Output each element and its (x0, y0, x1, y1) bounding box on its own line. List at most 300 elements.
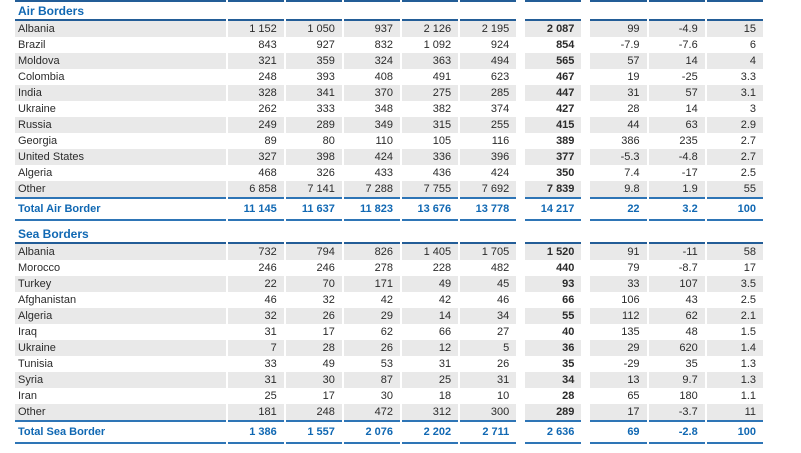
value-cell: 1 152 (228, 21, 284, 37)
value-cell: 2 126 (402, 21, 458, 37)
value-cell: 1.3 (707, 372, 763, 388)
value-cell: 389 (556, 134, 575, 147)
value-cell: 91 (590, 244, 646, 260)
value-cell: 12 (402, 340, 458, 356)
column-group-gap (583, 260, 588, 276)
column-group-gap (583, 0, 588, 21)
value-cell: 927 (316, 38, 335, 51)
value-cell: 14 (649, 53, 705, 69)
column-group-gap (518, 308, 523, 324)
column-group-gap (583, 388, 588, 404)
value-cell: 348 (374, 102, 393, 115)
value-cell: 2.5 (740, 293, 756, 306)
table-row (15, 85, 763, 101)
value-cell: 300 (460, 404, 516, 420)
country-cell: Morocco (18, 261, 61, 274)
value-cell: 363 (402, 53, 458, 69)
column-group-gap (518, 324, 523, 340)
table-row (15, 53, 763, 69)
value-cell: 2.7 (707, 149, 763, 165)
value-cell: 398 (286, 149, 342, 165)
column-group-gap (518, 133, 523, 149)
value-cell: 180 (679, 389, 698, 402)
value-cell: -7.9 (620, 38, 640, 51)
value-cell: 35 (562, 357, 575, 370)
value-cell: 2 711 (460, 420, 516, 444)
country-cell: Moldova (15, 53, 226, 69)
country-cell: United States (15, 149, 226, 165)
column-group-gap (583, 225, 588, 244)
value-cell: 26 (344, 340, 400, 356)
value-cell: 315 (402, 117, 458, 133)
value-cell: 34 (525, 372, 581, 388)
value-cell: 467 (556, 70, 575, 83)
value-cell: 482 (490, 261, 510, 274)
value-cell (344, 0, 400, 21)
value-cell: 424 (490, 166, 510, 179)
value-cell: 2.7 (740, 134, 756, 147)
value-cell: 1 520 (525, 244, 581, 260)
column-group-gap (583, 181, 588, 197)
value-cell: 3.2 (649, 197, 705, 221)
value-cell: 9.8 (590, 181, 646, 197)
table-row (15, 133, 763, 149)
value-cell: 326 (316, 166, 335, 179)
column-group-gap (518, 37, 523, 53)
column-group-gap (518, 101, 523, 117)
value-cell: 30 (380, 389, 393, 402)
value-cell: 45 (460, 276, 516, 292)
country-cell: Algeria (18, 166, 53, 179)
value-cell: 350 (556, 166, 575, 179)
value-cell: 433 (374, 166, 393, 179)
value-cell: 69 (590, 420, 646, 444)
country-cell: Russia (15, 117, 226, 133)
column-group-gap (518, 53, 523, 69)
column-group-gap (518, 388, 523, 404)
value-cell: 447 (525, 85, 581, 101)
value-cell: -7.6 (678, 38, 698, 51)
value-cell: 826 (344, 244, 400, 260)
value-cell: 99 (590, 21, 646, 37)
value-cell: 22 (228, 276, 284, 292)
value-cell: 62 (649, 308, 705, 324)
value-cell (344, 225, 400, 244)
value-cell: 43 (685, 293, 698, 306)
country-cell: Albania (15, 21, 226, 37)
column-group-gap (583, 37, 588, 53)
value-cell: 14 (402, 308, 458, 324)
column-group-gap (583, 69, 588, 85)
value-cell: 28 (562, 389, 575, 402)
value-cell: 17 (743, 261, 756, 274)
column-group-gap (518, 372, 523, 388)
column-group-gap (518, 420, 523, 444)
value-cell: 248 (286, 404, 342, 420)
value-cell: 937 (344, 21, 400, 37)
value-cell: 58 (707, 244, 763, 260)
value-cell (525, 225, 581, 244)
value-cell: 100 (707, 197, 763, 221)
column-group-gap (518, 197, 523, 221)
value-cell: 57 (590, 53, 646, 69)
country-cell: Afghanistan (18, 293, 77, 306)
value-cell: -17 (681, 166, 698, 179)
country-cell: Colombia (18, 70, 65, 83)
value-cell: 7 288 (344, 181, 400, 197)
country-cell: Albania (15, 244, 226, 260)
value-cell: 472 (344, 404, 400, 420)
country-cell: Brazil (18, 38, 46, 51)
value-cell: 1 050 (286, 21, 342, 37)
country-cell: Algeria (15, 308, 226, 324)
value-cell: 32 (228, 308, 284, 324)
value-cell (525, 0, 581, 21)
value-cell: 324 (344, 53, 400, 69)
column-group-gap (518, 21, 523, 37)
column-group-gap (518, 356, 523, 372)
value-cell: 100 (707, 420, 763, 444)
value-cell: 55 (707, 181, 763, 197)
value-cell: 79 (627, 261, 640, 274)
value-cell: 794 (286, 244, 342, 260)
column-group-gap (518, 292, 523, 308)
table-row (15, 244, 763, 260)
value-cell: 105 (432, 134, 452, 147)
value-cell: 491 (432, 70, 452, 83)
value-cell: 34 (460, 308, 516, 324)
value-cell: 341 (286, 85, 342, 101)
value-cell: 13 778 (460, 197, 516, 221)
value-cell: 1 386 (228, 420, 284, 444)
value-cell: 80 (322, 134, 335, 147)
column-group-gap (518, 225, 523, 244)
value-cell: 248 (258, 70, 277, 83)
column-group-gap (518, 181, 523, 197)
value-cell (649, 225, 705, 244)
value-cell: 427 (556, 102, 575, 115)
value-cell: 110 (375, 134, 393, 147)
column-group-gap (583, 404, 588, 420)
section-table (13, 225, 765, 444)
column-group-gap (518, 149, 523, 165)
report-table (13, 0, 765, 444)
column-group-gap (583, 340, 588, 356)
value-cell: 49 (322, 357, 335, 370)
value-cell: 25 (264, 389, 277, 402)
value-cell: 2 087 (525, 21, 581, 37)
value-cell (228, 225, 284, 244)
value-cell: 19 (627, 70, 640, 83)
value-cell: 40 (562, 325, 575, 338)
table-row (15, 117, 763, 133)
country-cell: Turkey (15, 276, 226, 292)
value-cell: -4.8 (649, 149, 705, 165)
value-cell: 181 (228, 404, 284, 420)
value-cell: -8.7 (678, 261, 698, 274)
value-cell: 7 141 (286, 181, 342, 197)
value-cell: 565 (525, 53, 581, 69)
table-row (15, 21, 763, 37)
column-group-gap (518, 404, 523, 420)
value-cell: 333 (316, 102, 335, 115)
value-cell: 87 (344, 372, 400, 388)
value-cell: 17 (322, 325, 335, 338)
value-cell: 14 (685, 102, 698, 115)
column-group-gap (518, 244, 523, 260)
country-cell: Ukraine (18, 102, 56, 115)
value-cell (590, 0, 646, 21)
value-cell: 1.5 (740, 325, 756, 338)
value-cell: 732 (228, 244, 284, 260)
value-cell: 1.1 (740, 389, 756, 402)
country-cell: Iran (18, 389, 37, 402)
table-row (15, 69, 763, 85)
country-cell: Other (15, 404, 226, 420)
value-cell: 249 (228, 117, 284, 133)
value-cell: 106 (621, 293, 640, 306)
value-cell: 26 (497, 357, 510, 370)
value-cell: 1 705 (460, 244, 516, 260)
value-cell: 832 (374, 38, 393, 51)
column-group-gap (518, 0, 523, 21)
value-cell: 17 (590, 404, 646, 420)
value-cell: 42 (438, 293, 452, 306)
value-cell: 285 (460, 85, 516, 101)
value-cell: 55 (525, 308, 581, 324)
value-cell: 235 (679, 134, 698, 147)
column-group-gap (583, 276, 588, 292)
value-cell: 66 (562, 293, 575, 306)
column-group-gap (583, 197, 588, 221)
table-row (15, 37, 763, 53)
value-cell: 107 (649, 276, 705, 292)
value-cell (402, 0, 458, 21)
value-cell (402, 225, 458, 244)
value-cell: 53 (380, 357, 393, 370)
value-cell: 468 (258, 166, 277, 179)
total-label: Total Sea Border (15, 420, 226, 444)
value-cell: 2 076 (344, 420, 400, 444)
country-cell: India (15, 85, 226, 101)
table-row (15, 181, 763, 197)
value-cell: 1 557 (286, 420, 342, 444)
value-cell: 3.3 (740, 70, 756, 83)
column-group-gap (583, 85, 588, 101)
value-cell: -4.9 (649, 21, 705, 37)
table-row (15, 149, 763, 165)
column-group-gap (518, 165, 523, 181)
value-cell: 31 (460, 372, 516, 388)
table-row (15, 101, 763, 117)
value-cell: 2 195 (460, 21, 516, 37)
value-cell: 255 (460, 117, 516, 133)
column-group-gap (518, 85, 523, 101)
value-cell: 3 (749, 102, 756, 115)
value-cell (707, 225, 763, 244)
value-cell: 370 (344, 85, 400, 101)
section-body (15, 225, 763, 444)
value-cell: 7 755 (402, 181, 458, 197)
table-row (15, 276, 763, 292)
value-cell: 27 (497, 325, 510, 338)
value-cell (707, 0, 763, 21)
table-row (15, 292, 763, 308)
value-cell: 9.7 (649, 372, 705, 388)
section-title: Sea Borders (15, 225, 226, 244)
section-table (13, 0, 765, 221)
value-cell: 228 (432, 261, 452, 274)
value-cell (460, 225, 516, 244)
column-group-gap (518, 340, 523, 356)
table-row (15, 372, 763, 388)
value-cell: 321 (228, 53, 284, 69)
value-cell: 289 (286, 117, 342, 133)
value-cell: 1.9 (649, 181, 705, 197)
value-cell (286, 225, 342, 244)
value-cell: 278 (374, 261, 393, 274)
value-cell: 57 (649, 85, 705, 101)
value-cell: 408 (374, 70, 393, 83)
table-row (15, 340, 763, 356)
country-cell: Syria (15, 372, 226, 388)
value-cell: 70 (286, 276, 342, 292)
value-cell: 312 (402, 404, 458, 420)
value-cell: 14 217 (525, 197, 581, 221)
value-cell: 66 (438, 325, 452, 338)
value-cell: 15 (707, 21, 763, 37)
value-cell: 35 (685, 357, 698, 370)
column-group-gap (518, 276, 523, 292)
value-cell: 262 (258, 102, 277, 115)
table-row (15, 308, 763, 324)
value-cell: 13 (590, 372, 646, 388)
value-cell: 623 (490, 70, 510, 83)
value-cell: 11 637 (286, 197, 342, 221)
value-cell: 49 (402, 276, 458, 292)
value-cell: 29 (590, 340, 646, 356)
value-cell: 22 (590, 197, 646, 221)
value-cell: 377 (525, 149, 581, 165)
column-group-gap (583, 244, 588, 260)
table-row (15, 165, 763, 181)
value-cell: 415 (525, 117, 581, 133)
value-cell: 6 (749, 38, 756, 51)
column-group-gap (583, 53, 588, 69)
value-cell: 93 (525, 276, 581, 292)
value-cell: 4 (707, 53, 763, 69)
column-group-gap (583, 420, 588, 444)
value-cell: 31 (228, 372, 284, 388)
value-cell: 62 (380, 325, 393, 338)
column-group-gap (583, 324, 588, 340)
value-cell: 327 (228, 149, 284, 165)
country-cell: Georgia (18, 134, 58, 147)
value-cell (228, 0, 284, 21)
value-cell: 386 (621, 134, 640, 147)
column-group-gap (518, 117, 523, 133)
value-cell: 11 (707, 404, 763, 420)
value-cell (286, 0, 342, 21)
section-header-row (15, 225, 763, 244)
value-cell: 2 636 (525, 420, 581, 444)
value-cell: 31 (590, 85, 646, 101)
value-cell: 28 (627, 102, 640, 115)
value-cell: 63 (649, 117, 705, 133)
value-cell: 494 (460, 53, 516, 69)
value-cell: 11 145 (228, 197, 284, 221)
value-cell: 46 (264, 293, 277, 306)
value-cell: 246 (316, 261, 335, 274)
value-cell: 31 (264, 325, 277, 338)
table-row (15, 388, 763, 404)
value-cell: 44 (590, 117, 646, 133)
column-group-gap (583, 133, 588, 149)
value-cell: 336 (402, 149, 458, 165)
value-cell: 36 (525, 340, 581, 356)
total-row (15, 197, 763, 221)
column-group-gap (583, 372, 588, 388)
country-cell: Ukraine (15, 340, 226, 356)
value-cell: 349 (344, 117, 400, 133)
column-group-gap (518, 260, 523, 276)
value-cell: 3.1 (707, 85, 763, 101)
section-title: Air Borders (15, 0, 226, 21)
value-cell: 30 (286, 372, 342, 388)
value-cell: 46 (497, 293, 510, 306)
value-cell: 28 (286, 340, 342, 356)
value-cell: 1.3 (740, 357, 756, 370)
value-cell: 89 (264, 134, 277, 147)
value-cell: 11 823 (344, 197, 400, 221)
value-cell (649, 0, 705, 21)
country-cell: Iraq (18, 325, 37, 338)
value-cell: -3.7 (649, 404, 705, 420)
country-cell: Tunisia (18, 357, 54, 370)
value-cell: 359 (286, 53, 342, 69)
total-row (15, 420, 763, 444)
value-cell: -5.3 (590, 149, 646, 165)
table-row (15, 356, 763, 372)
table-row (15, 260, 763, 276)
value-cell: 18 (438, 389, 452, 402)
value-cell: 5 (460, 340, 516, 356)
column-group-gap (583, 165, 588, 181)
value-cell: 424 (344, 149, 400, 165)
value-cell: 31 (438, 357, 452, 370)
total-label: Total Air Border (15, 197, 226, 221)
country-cell: Other (15, 181, 226, 197)
value-cell: -25 (681, 70, 698, 83)
value-cell: 65 (627, 389, 640, 402)
value-cell: 440 (556, 261, 575, 274)
section-header-row (15, 0, 763, 21)
value-cell: 13 676 (402, 197, 458, 221)
value-cell: 1 405 (402, 244, 458, 260)
value-cell: 396 (460, 149, 516, 165)
value-cell: 393 (316, 70, 335, 83)
value-cell: 29 (344, 308, 400, 324)
value-cell: 116 (491, 134, 510, 147)
value-cell: 1 092 (423, 38, 452, 51)
value-cell: 112 (590, 308, 646, 324)
value-cell: 436 (432, 166, 452, 179)
value-cell: 2 202 (402, 420, 458, 444)
value-cell: 382 (432, 102, 452, 115)
value-cell (460, 0, 516, 21)
value-cell: 2.9 (707, 117, 763, 133)
column-group-gap (518, 69, 523, 85)
